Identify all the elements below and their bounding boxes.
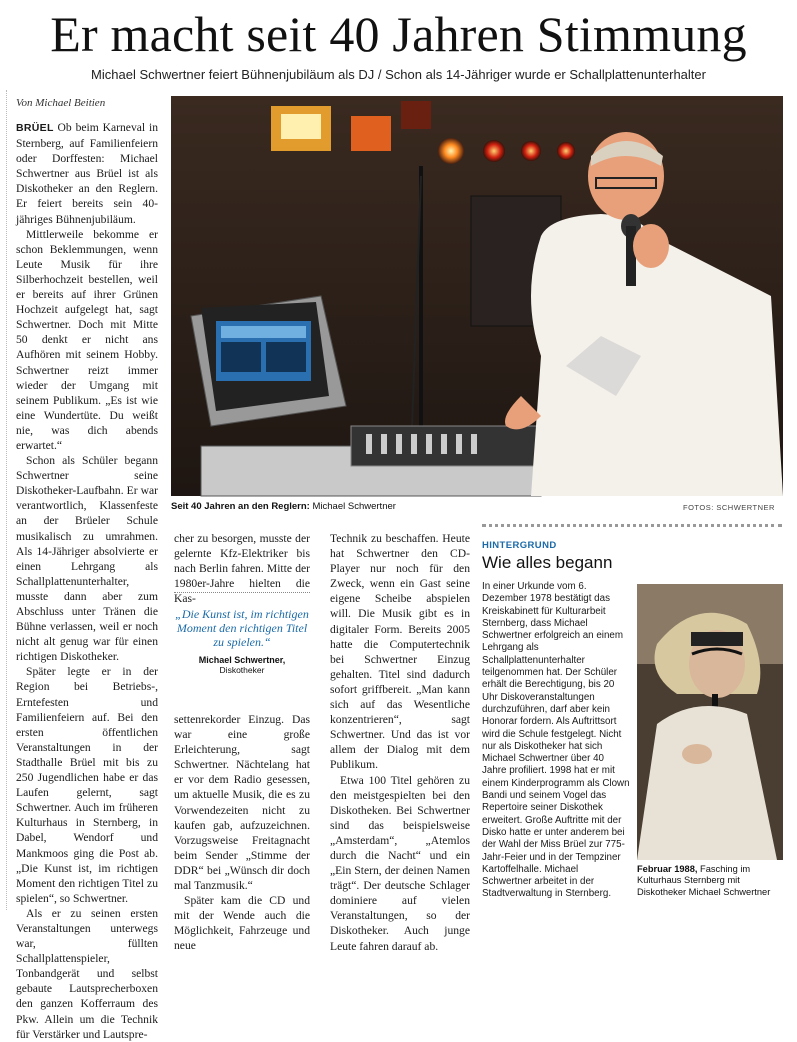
byline: Von Michael Beitien	[16, 97, 106, 109]
paragraph: Schon als Schüler begann Schwertner seine Diskotheker-Laufbahn. Er war verantwortlich, Klassenfeste an der Brüeler Schule musikalisch zu umrahmen. Als 14-Jähriger absolvierte er einen Lehrgang als Schallplattenunterhalter, musste dann aber zum Abschluss unter Tränen die Bühne verlassen, weil er noch nicht alt genug war für einen richtigen Diskotheker.	[16, 454, 158, 664]
pull-quote	[174, 592, 310, 675]
box-title: Wie alles begann	[482, 553, 613, 572]
paragraph: Später legte er in der Region bei Betriebs-, Erntefesten und Familienfeiern auf. Bei den ersten öffentlichen Veranstaltungen in der Stadthalle Brüel mit bis zu 250 Jugendlichen habe er das Laufen gelernt, sagt Schwertner. Auch im früheren Kulturhaus in Sternberg, in Dabel, Wendorf und Mankmoos ging die Post ab. „Die Kunst ist, im richtigen Moment den richtigen Titel zu spielen“, so Schwertner.	[16, 665, 158, 905]
paragraph: cher zu besorgen, musste der gelernte Kfz-Elektriker bis nach Berlin fahren. Mitte der 1980er-Jahre hielten die Kas-	[174, 532, 310, 606]
article-column-2-continued	[174, 712, 310, 953]
photo-caption-rest: Michael Schwertner	[309, 501, 396, 512]
archive-photo-caption	[637, 864, 787, 898]
pull-quote-author: Michael Schwertner,	[198, 655, 286, 665]
pull-quote-text: „Die Kunst ist, im richtigen Moment den richtigen Titel zu spielen.“	[175, 607, 309, 649]
photo-credit: FOTOS: SCHWERTNER	[683, 503, 775, 512]
dateline: BRÜEL	[16, 122, 54, 134]
article-column-3	[330, 531, 470, 953]
paragraph: Später kam die CD und mit der Wende auch die Möglichkeit, Fahrzeuge und neue	[174, 894, 310, 953]
archive-photo-illustration	[637, 584, 783, 860]
photo-caption-bold: Seit 40 Jahren an den Reglern:	[171, 501, 310, 512]
paragraph: Ob beim Karneval in Sternberg, auf Familienfeiern oder Dorffesten: Michael Schwertner aus Brüel ist als Diskotheker an den Reglern. Er feiert bereits sein 40-jähriges Bühnenjubiläum.	[16, 121, 158, 226]
dj-photo-illustration	[171, 96, 783, 496]
paragraph: Als er zu seinen ersten Veranstaltungen unterwegs war, füllten Schallplattenspieler, Tonbandgerät und selbst gebaute Lautsprecherboxen den ganzen Kofferraum des Pkw. Allein um die Technik für Verstärker und Lautspre-	[16, 906, 158, 1041]
box-text: In einer Urkunde vom 6. Dezember 1978 bestätigt das Kreiskabinett für Kulturarbeit Sternberg, dass Michael Schwertner erfolgreich an einem Lehrgang als Schallplattenunterhalter teilgenommen hat. Der Schüler erhält die Berechtigung, bis 20 Uhr Diskoveranstaltungen durchzuführen, darf aber kein Honorar fordern. Als Auftrittsort wird die Schule festgelegt. Nicht nur als Diskotheker hat sich Michael Schwertner über 40 Jahre profiliert. 1998 hat er mit einem Kinderprogramm als Clown Bandi und seinem Vogel das Repertoire seiner Diskothek erweitert. Große Auftritte mit der Disko hatte er unter anderem bei der Wahl der Miss Brüel zur 775-Jahr-Feier und in der Tempziner Kartoffelhalle. Michael Schwertner arbeitet in der Stadtverwaltung in Sternberg.	[482, 581, 630, 900]
paragraph: Etwa 100 Titel gehören zu den meistgespielten bei den Diskotheken. Bei Schwertner sind das beispielsweise „Amsterdam“, „Atemlos durch die Nacht“ und ein „Ein Stern, der deinen Namen trägt“. Der deutsche Schlager dominiere auf vielen Veranstaltungen, so der Diskotheker. Auch junge Leute fahren darauf ab.	[330, 773, 470, 953]
archive-photo	[637, 584, 783, 860]
box-divider	[482, 524, 782, 527]
dj-photo	[171, 96, 783, 496]
pull-quote-role: Diskotheker	[219, 665, 265, 675]
page-margin-rule	[6, 90, 7, 910]
headline: Er macht seit 40 Jahren Stimmung	[50, 6, 747, 62]
archive-caption-rest: Fasching im Kulturhaus Sternberg mit Diskotheker Michael Schwertner	[637, 864, 771, 897]
paragraph: Technik zu beschaffen. Heute hat Schwertner den CD-Player nur noch für den Zweck, wenn ein Gast seine eigene Scheibe abspielen will. Die Musik gibt es in digitaler Form. Bereits 2005 hatte die Computertechnik bei Schwertner Einzug gehalten. Titel sind dadurch sofort griffbereit. „Man kann sich auf das Wesentliche konzentrieren“, sagt Schwertner. Und das ist vor allem der Dialog mit dem Publikum.	[330, 532, 470, 772]
paragraph: Mittlerweile bekomme er schon Beklemmungen, wenn Leute Musik für ihre Silberhochzeit bestellen, weil er bereits auf ihrer Grünen Hochzeit aufgelegt hat, sagt Schwertner. Doch mit Mitte 50 denkt er nicht ans Aufhören mit seinem Hobby. Schwertner reizt immer wieder der Umgang mit seinem Publikum. „Es ist wie eine Wundertüte. Du weißt nie, was dich abends erwartet.“	[16, 227, 158, 452]
photo-caption	[171, 501, 396, 512]
paragraph: settenrekorder Einzug. Das war eine große Erleichterung, sagt Schwertner. Nächtelang hat er vor dem Radio gesessen, um aktuelle Musik, die es zu Vorwendezeiten nicht zu kaufen gab, aufzuzeichnen. Vorzugsweise Freitagnacht beim Sender „Stimme der DDR“ bei „Wünsch dir doch mal Tanzmusik.“	[174, 713, 310, 893]
article-column-1	[16, 120, 158, 1041]
subheadline: Michael Schwertner feiert Bühnenjubiläum als DJ / Schon als 14-Jähriger wurde er Schallplattenunterhalter	[91, 67, 706, 82]
box-kicker: HINTERGRUND	[482, 540, 557, 551]
archive-caption-bold: Februar 1988,	[637, 864, 698, 874]
